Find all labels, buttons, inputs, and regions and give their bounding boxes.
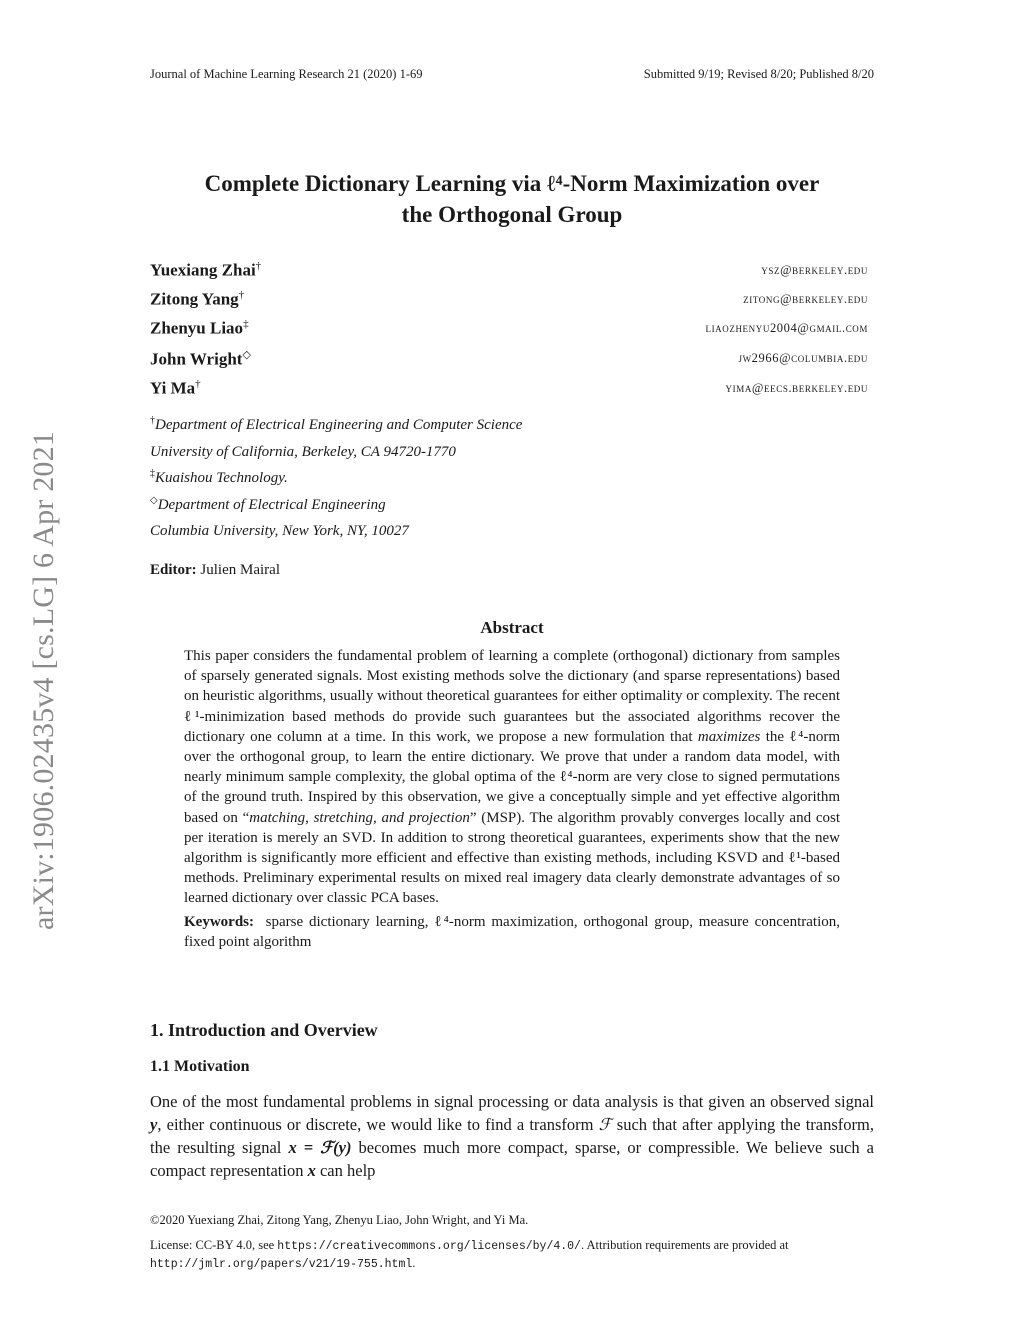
author-name: Yuexiang Zhai†	[150, 260, 262, 280]
affiliation-line: ‡Kuaishou Technology.	[150, 468, 288, 487]
license-link[interactable]: https://creativecommons.org/licenses/by/4.0/	[277, 1240, 581, 1253]
abstract-paragraph: This paper considers the fundamental problem of learning a complete (orthogonal) dictionary from samples of sparsely generated signals. Most existing methods solve the dictionary (and sparse representations) based on heuristic algorithms, usually without theoretical guarantees for either optimality or complexity. The recent ℓ¹-minimization based methods do provide such guarantees but the associated algorithms recover the dictionary one column at a time. In this work, we propose a new formulation that maximizes the ℓ⁴-norm over the orthogonal group, to learn the entire dictionary. We prove that under a random data model, with nearly minimum sample complexity, the global optima of the ℓ⁴-norm are very close to signed permutations of the ground truth. Inspired by this observation, we give a conceptually simple and yet effective algorithm based on “matching, stretching, and projection” (MSP). The algorithm provably converges locally and cost per iteration is merely an SVD. In addition to strong theoretical guarantees, experiments show that the new algorithm is significantly more efficient and effective than existing methods, including KSVD and ℓ¹-based methods. Preliminary experimental results on mixed real imagery data clearly demonstrate advantages of so learned dictionary over classic PCA bases.	[184, 648, 840, 907]
affiliation-line: Columbia University, New York, NY, 10027	[150, 523, 409, 540]
author-name: Zhenyu Liao‡	[150, 318, 249, 338]
author-email: zitong@berkeley.edu	[743, 292, 868, 306]
affiliation-line: ◇Department of Electrical Engineering	[150, 494, 386, 513]
keywords	[184, 912, 840, 952]
author-row	[150, 378, 868, 400]
submission-dates: Submitted 9/19; Revised 8/20; Published 8/20	[643, 67, 874, 81]
author-email: jw2966@columbia.edu	[738, 351, 868, 365]
body-paragraph: One of the most fundamental problems in signal processing or data analysis is that given an observed signal y, either continuous or discrete, we would like to find a transform ℱ such that after applying the transform, the resulting signal x = ℱ(y) becomes much more compact, sparse, or compressible. We believe such a compact representation x can help	[150, 1092, 874, 1180]
author-row	[150, 260, 868, 282]
abstract-body	[184, 646, 840, 952]
journal-header: Journal of Machine Learning Research 21 (2020) 1-69	[150, 67, 423, 81]
section-heading: 1. Introduction and Overview	[150, 1020, 378, 1040]
keywords-label: Keywords:	[184, 913, 254, 930]
editor-label: Editor:	[150, 562, 197, 578]
author-row	[150, 289, 868, 311]
abstract-heading: Abstract	[480, 618, 544, 637]
author-row	[150, 348, 868, 370]
subsection-heading: 1.1 Motivation	[150, 1058, 250, 1075]
title-line-2: the Orthogonal Group	[401, 202, 623, 227]
affiliation-line: University of California, Berkeley, CA 94720-1770	[150, 443, 456, 460]
author-email: yima@eecs.berkeley.edu	[725, 381, 868, 395]
author-name: John Wright◇	[150, 349, 251, 369]
paper-title	[140, 168, 884, 230]
editor-name: Julien Mairal	[200, 562, 280, 578]
keywords-list: sparse dictionary learning, ℓ⁴-norm maximization, orthogonal group, measure concentration, fixed point algorithm	[184, 913, 840, 950]
attribution-link[interactable]: http://jmlr.org/papers/v21/19-755.html	[150, 1258, 413, 1271]
author-email: ysz@berkeley.edu	[761, 263, 868, 277]
arxiv-identifier: arXiv:1906.02435v4 [cs.LG] 6 Apr 2021	[27, 430, 60, 930]
license-notice: License: CC-BY 4.0, see https://creativecommons.org/licenses/by/4.0/. Attribution requirements are provided at http://jmlr.org/papers/v21/19-755.html.	[150, 1238, 789, 1271]
author-row	[150, 318, 868, 340]
editor-line	[150, 562, 280, 579]
affiliations	[150, 410, 522, 543]
copyright-notice: ©2020 Yuexiang Zhai, Zitong Yang, Zhenyu Liao, John Wright, and Yi Ma.	[150, 1213, 529, 1227]
author-name: Zitong Yang†	[150, 289, 245, 309]
author-email: liaozhenyu2004@gmail.com	[705, 321, 868, 335]
title-line-1: Complete Dictionary Learning via ℓ⁴-Norm Maximization over	[204, 171, 820, 196]
author-name: Yi Ma†	[150, 378, 201, 398]
affiliation-line: †Department of Electrical Engineering and Computer Science	[150, 415, 523, 433]
